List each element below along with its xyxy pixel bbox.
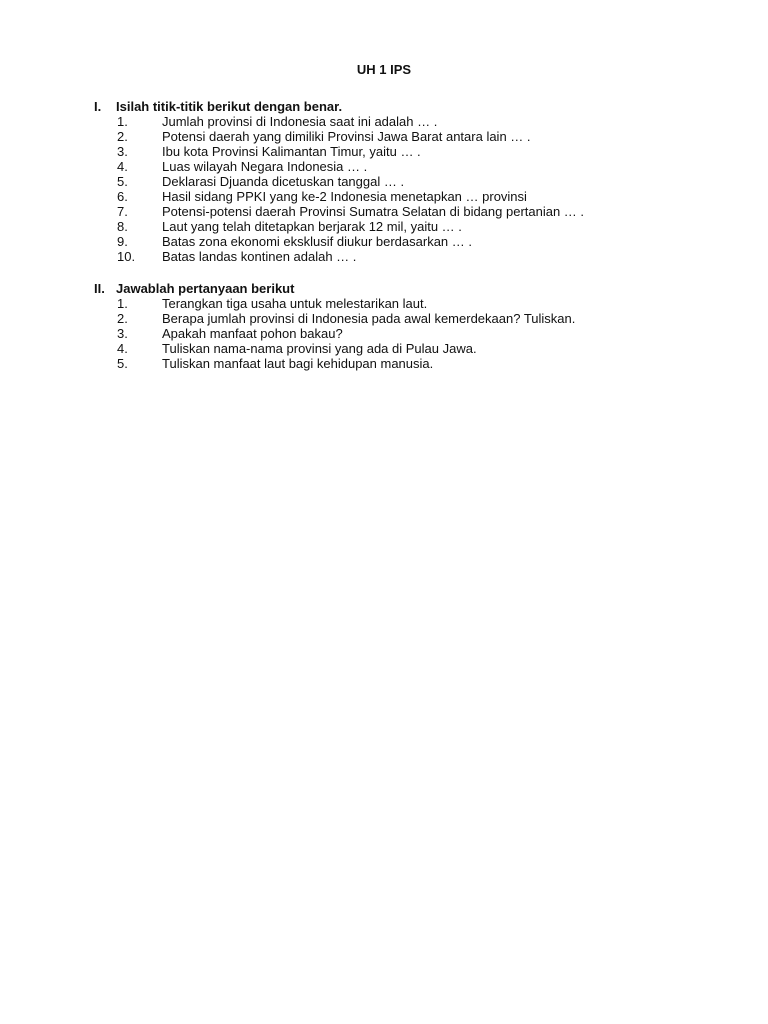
question-item — [94, 341, 734, 356]
section-numeral: II. — [94, 281, 105, 296]
question-number: 9. — [117, 234, 128, 249]
section-header — [94, 99, 734, 114]
question-item — [94, 144, 734, 159]
question-text: Laut yang telah ditetapkan berjarak 12 mil, yaitu … . — [162, 219, 462, 234]
question-number: 3. — [117, 144, 128, 159]
question-item — [94, 311, 734, 326]
section-heading: Isilah titik-titik berikut dengan benar. — [116, 99, 343, 114]
question-number: 10. — [117, 249, 136, 264]
question-text: Terangkan tiga usaha untuk melestarikan laut. — [162, 296, 428, 311]
question-item — [94, 356, 734, 371]
question-text: Jumlah provinsi di Indonesia saat ini adalah … . — [162, 114, 438, 129]
section-heading: Jawablah pertanyaan berikut — [116, 281, 295, 296]
question-item — [94, 129, 734, 144]
section-header — [94, 281, 734, 296]
question-text: Batas landas kontinen adalah … . — [162, 249, 357, 264]
question-text: Tuliskan nama-nama provinsi yang ada di Pulau Jawa. — [162, 341, 477, 356]
question-list — [94, 114, 734, 264]
question-text: Luas wilayah Negara Indonesia … . — [162, 159, 368, 174]
question-number: 4. — [117, 159, 128, 174]
question-item — [94, 159, 734, 174]
section-fill-in-blanks — [94, 99, 734, 264]
question-number: 2. — [117, 129, 128, 144]
question-item — [94, 204, 734, 219]
question-number: 7. — [117, 204, 128, 219]
question-item — [94, 249, 734, 264]
question-number: 2. — [117, 311, 128, 326]
question-item — [94, 326, 734, 341]
question-list — [94, 296, 734, 371]
question-text: Hasil sidang PPKI yang ke-2 Indonesia menetapkan … provinsi — [162, 189, 527, 204]
question-item — [94, 189, 734, 204]
section-numeral: I. — [94, 99, 102, 114]
question-text: Apakah manfaat pohon bakau? — [162, 326, 343, 341]
question-number: 6. — [117, 189, 128, 204]
question-text: Batas zona ekonomi eksklusif diukur berdasarkan … . — [162, 234, 472, 249]
question-number: 3. — [117, 326, 128, 341]
question-item — [94, 174, 734, 189]
question-text: Deklarasi Djuanda dicetuskan tanggal … . — [162, 174, 405, 189]
question-text: Berapa jumlah provinsi di Indonesia pada awal kemerdekaan? Tuliskan. — [162, 311, 576, 326]
question-text: Potensi daerah yang dimiliki Provinsi Jawa Barat antara lain … . — [162, 129, 531, 144]
question-number: 1. — [117, 296, 128, 311]
question-item — [94, 219, 734, 234]
question-text: Tuliskan manfaat laut bagi kehidupan manusia. — [162, 356, 434, 371]
question-number: 5. — [117, 356, 128, 371]
question-number: 5. — [117, 174, 128, 189]
question-item — [94, 296, 734, 311]
question-number: 1. — [117, 114, 128, 129]
section-essay-questions — [94, 281, 734, 371]
question-text: Ibu kota Provinsi Kalimantan Timur, yaitu … . — [162, 144, 421, 159]
question-number: 8. — [117, 219, 128, 234]
question-text: Potensi-potensi daerah Provinsi Sumatra Selatan di bidang pertanian … . — [162, 204, 585, 219]
question-item — [94, 234, 734, 249]
question-number: 4. — [117, 341, 128, 356]
question-item — [94, 114, 734, 129]
document-title: UH 1 IPS — [356, 62, 412, 77]
